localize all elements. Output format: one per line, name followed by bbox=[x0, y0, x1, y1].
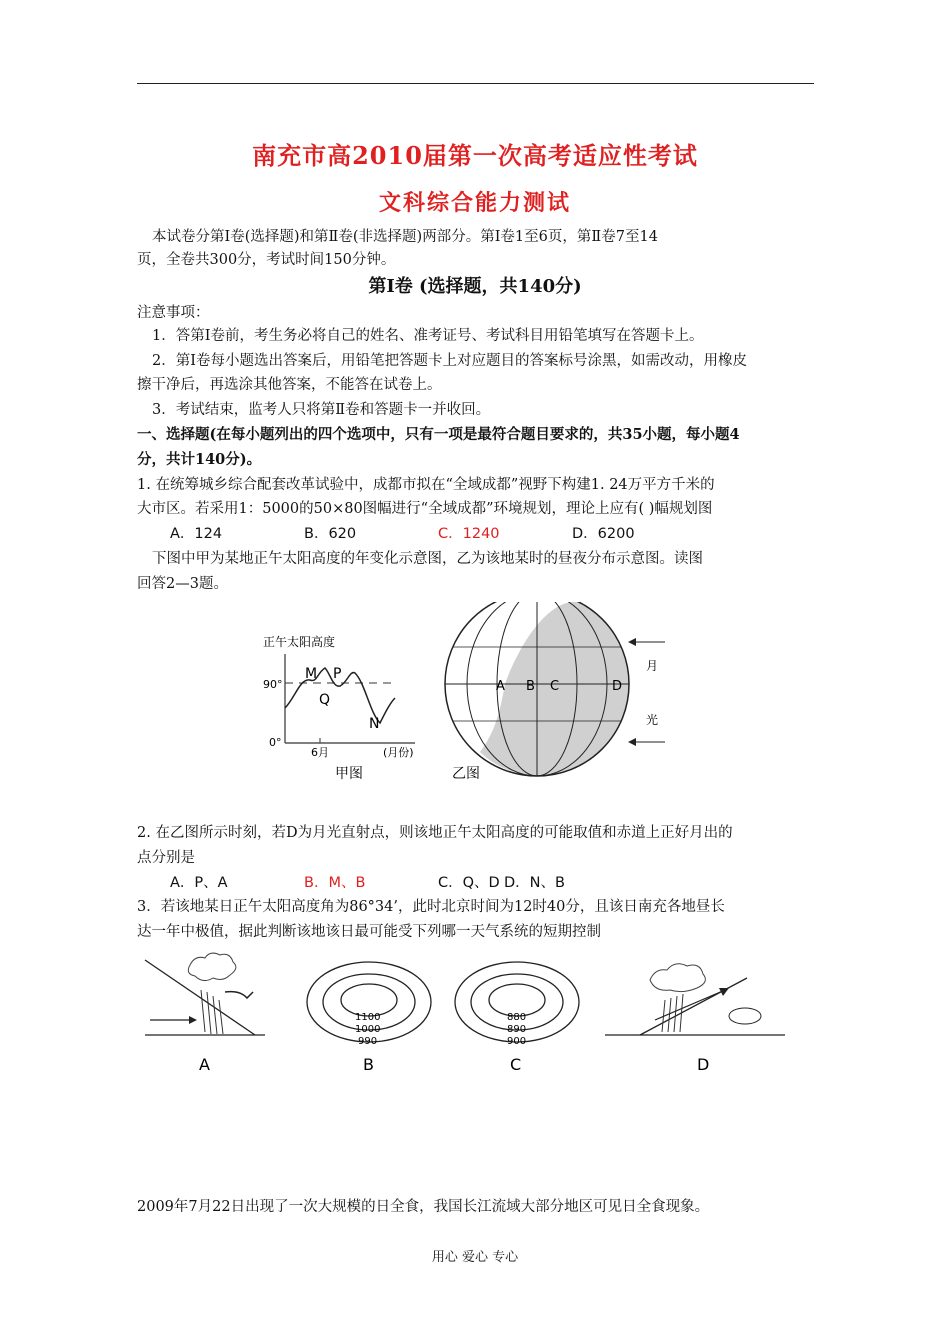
q2-line-2: 点分别是 bbox=[137, 850, 195, 866]
exam-title: 南充市高2010届第一次高考适应性考试 bbox=[252, 141, 698, 170]
jia-point-p: P bbox=[333, 666, 342, 682]
jia-caption: 甲图 bbox=[335, 766, 363, 782]
b-isobar-1100: 1100 bbox=[355, 1012, 381, 1023]
q2-option-d: D．N、B bbox=[504, 875, 565, 891]
part-heading-2: 分，共计140分)。 bbox=[137, 451, 262, 468]
yi-point-a: A bbox=[496, 679, 505, 694]
jia-ylabel: 正午太阳高度 bbox=[263, 635, 336, 649]
figure-jia bbox=[255, 628, 445, 788]
jia-point-m: M bbox=[305, 666, 318, 682]
weather-label-d: D bbox=[697, 1055, 710, 1074]
b-isobar-990: 990 bbox=[358, 1036, 378, 1047]
yi-label-light: 光 bbox=[646, 713, 659, 727]
q1-line-1: 1. 在统筹城乡综合配套改革试验中，成都市拟在“全域成都”视野下构建1. 24万平方千米的 bbox=[137, 477, 715, 493]
intro-line-1: 本试卷分第Ⅰ卷(选择题)和第Ⅱ卷(非选择题)两部分。第Ⅰ卷1至6页，第Ⅱ卷7至14 bbox=[152, 229, 658, 245]
jia-tick-90: 90° bbox=[263, 678, 283, 691]
bottom-text: 2009年7月22日出现了一次大规模的日全食，我国长江流域大部分地区可见日全食现象。 bbox=[137, 1199, 710, 1215]
yi-label-moon: 月 bbox=[646, 659, 659, 673]
note-2-cont: 擦干净后，再选涂其他答案，不能答在试卷上。 bbox=[137, 377, 442, 393]
q2-line-1: 2. 在乙图所示时刻，若D为月光直射点，则该地正午太阳高度的可能取值和赤道上正好月出的 bbox=[137, 825, 733, 841]
jia-tick-0: 0° bbox=[269, 736, 282, 749]
jia-x-unit: (月份) bbox=[383, 746, 414, 759]
weather-figures bbox=[135, 950, 815, 1080]
q1-option-c: C．1240 bbox=[438, 526, 500, 542]
yi-point-d: D bbox=[612, 679, 623, 694]
b-isobar-1000: 1000 bbox=[355, 1024, 381, 1035]
page-footer: 用心 爱心 专心 bbox=[431, 1250, 519, 1265]
notes-label: 注意事项： bbox=[137, 305, 210, 321]
q1-option-b: B．620 bbox=[304, 526, 357, 542]
yi-point-c: C bbox=[550, 679, 560, 694]
note-3: 3．考试结束，监考人只将第Ⅱ卷和答题卡一并收回。 bbox=[152, 402, 491, 418]
section-heading: 第Ⅰ卷 (选择题，共140分) bbox=[368, 276, 582, 297]
q1-option-a: A．124 bbox=[170, 526, 223, 542]
weather-label-b: B bbox=[363, 1055, 374, 1074]
weather-label-c: C bbox=[510, 1055, 522, 1074]
q23-intro-1: 下图中甲为某地正午太阳高度的年变化示意图，乙为该地某时的昼夜分布示意图。读图 bbox=[152, 551, 703, 567]
jia-point-q: Q bbox=[319, 692, 331, 708]
exam-subtitle: 文科综合能力测试 bbox=[378, 190, 571, 216]
top-rule bbox=[137, 83, 814, 84]
part-heading-1: 一、选择题(在每小题列出的四个选项中，只有一项是最符合题目要求的，共35小题，每小题4 bbox=[137, 426, 740, 443]
c-isobar-880: 880 bbox=[507, 1012, 527, 1023]
q2-option-c: C．Q、D bbox=[438, 875, 500, 891]
note-2: 2．第Ⅰ卷每小题选出答案后，用铅笔把答题卡上对应题目的答案标号涂黑，如需改动，用橡皮 bbox=[152, 353, 747, 369]
intro-line-2: 页，全卷共300分，考试时间150分钟。 bbox=[137, 252, 396, 268]
q2-option-a: A．P、A bbox=[170, 875, 228, 891]
q23-intro-2: 回答2—3题。 bbox=[137, 576, 228, 592]
jia-point-n: N bbox=[369, 716, 380, 732]
q1-option-d: D．6200 bbox=[572, 526, 635, 542]
figure-yi bbox=[440, 602, 680, 787]
yi-point-b: B bbox=[526, 679, 535, 694]
q3-line-1: 3．若该地某日正午太阳高度角为86°34’，此时北京时间为12时40分，且该日南充各地昼长 bbox=[137, 899, 725, 915]
q1-line-2: 大市区。若采用1：5000的50×80图幅进行“全域成都”环境规划，理论上应有( )幅规划图 bbox=[137, 501, 713, 517]
note-1: 1．答第Ⅰ卷前，考生务必将自己的姓名、准考证号、考试科目用铅笔填写在答题卡上。 bbox=[152, 328, 704, 344]
c-isobar-890: 890 bbox=[507, 1024, 527, 1035]
q3-line-2: 达一年中极值，据此判断该地该日最可能受下列哪一天气系统的短期控制 bbox=[137, 924, 601, 940]
weather-label-a: A bbox=[199, 1055, 210, 1074]
yi-caption: 乙图 bbox=[452, 766, 480, 782]
c-isobar-900: 900 bbox=[507, 1036, 527, 1047]
jia-tick-june: 6月 bbox=[311, 746, 329, 759]
q2-option-b: B．M、B bbox=[304, 875, 366, 891]
